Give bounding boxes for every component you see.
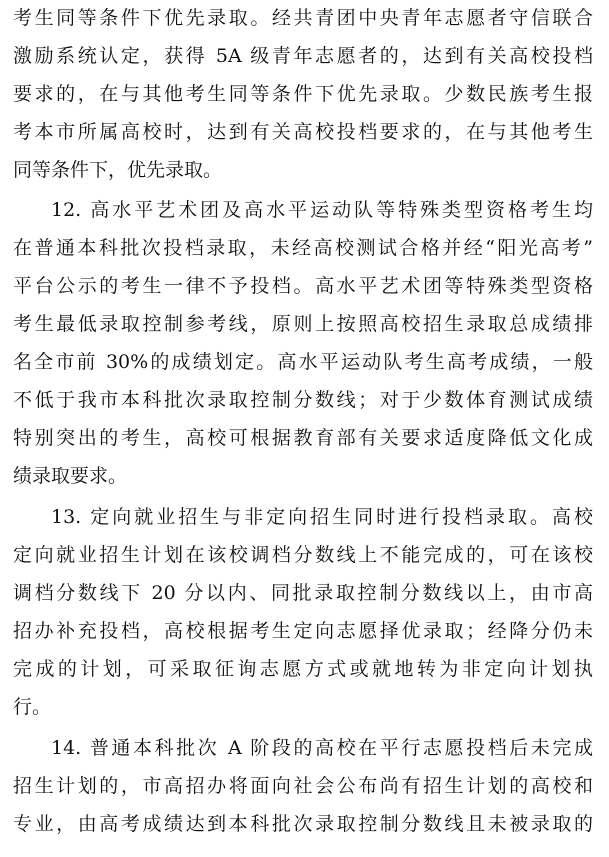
- text-line: 绩录取要求。: [13, 465, 128, 487]
- text-line: 完成的计划，可采取征询志愿方式或就地转为非定向计划执: [13, 658, 593, 680]
- text-line: 招生计划的，市高招办将面向社会公布尚有招生计划的高校和: [13, 775, 593, 797]
- text-line: 行。: [13, 696, 52, 718]
- text-line: 不低于我市本科批次录取控制分数线；对于少数体育测试成绩: [13, 389, 593, 411]
- paragraph-14-first-line: 14. 普通本科批次 A 阶段的高校在平行志愿投档后未完成: [51, 737, 593, 759]
- text-line: 专业，由高考成绩达到本科批次录取控制分数线且未被录取的: [13, 813, 593, 835]
- text-line: 考生最低录取控制参考线，原则上按照高校招生录取总成绩排: [13, 313, 593, 335]
- text-line: 招办补充投档，高校根据考生定向志愿择优录取；经降分仍未: [13, 620, 593, 642]
- paragraph-13-first-line: 13. 定向就业招生与非定向招生同时进行投档录取。高校: [51, 506, 593, 528]
- text-line: 调档分数线下 20 分以内、同批录取控制分数线以上，由市高: [13, 582, 593, 604]
- text-line: 平台公示的考生一律不予投档。高水平艺术团等特殊类型资格: [13, 275, 593, 297]
- text-line: 在普通本科批次投档录取，未经高校测试合格并经“阳光高考”: [13, 237, 593, 259]
- text-line: 特别突出的考生，高校可根据教育部有关要求适度降低文化成: [13, 427, 593, 449]
- text-line: 名全市前 30%的成绩划定。高水平运动队考生高考成绩，一般: [13, 351, 593, 373]
- text-line: 考本市所属高校时，达到有关高校投档要求的，在与其他考生: [13, 121, 593, 143]
- text-line: 考生同等条件下优先录取。经共青团中央青年志愿者守信联合: [13, 7, 593, 29]
- text-line: 要求的，在与其他考生同等条件下优先录取。少数民族考生报: [13, 83, 593, 105]
- text-line: 定向就业招生计划在该校调档分数线上不能完成的，可在该校: [13, 544, 593, 566]
- text-line: 同等条件下，优先录取。: [13, 159, 223, 181]
- paragraph-12-first-line: 12. 高水平艺术团及高水平运动队等特殊类型资格考生均: [51, 199, 593, 221]
- text-line: 激励系统认定，获得 5A 级青年志愿者的，达到有关高校投档: [13, 45, 593, 67]
